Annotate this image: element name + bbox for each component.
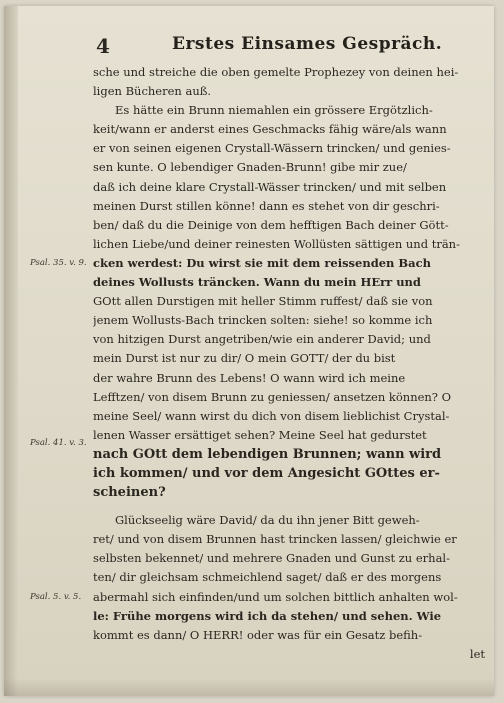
text-line: deines Wollusts träncken. Wann du mein HErr und: [93, 275, 421, 290]
text-line: selbsten bekennet/ und mehrere Gnaden und Gunst zu erhal-: [93, 551, 450, 566]
text-line: GOtt allen Durstigen mit heller Stimm ruffest/ daß sie von: [93, 294, 433, 309]
text-line: ligen Bücheren auß.: [93, 84, 212, 99]
text-line: keit/wann er anderst eines Geschmacks fähig wäre/als wann: [93, 122, 447, 137]
page-gutter: [4, 6, 18, 696]
text-line: let: [469, 646, 485, 661]
margin-note: Psal. 35. v. 9.: [30, 258, 87, 268]
text-line: mein Durst ist nur zu dir/ O mein GOTT/ der du bist: [93, 351, 396, 366]
text-line: le: Frühe morgens wird ich da stehen/ und sehen. Wie: [93, 608, 442, 623]
text-line: ret/ und von disem Brunnen hast trincken lassen/ gleichwie er: [93, 532, 457, 547]
page-number: 4: [96, 34, 110, 58]
text-line: Es hätte ein Brunn niemahlen ein grössere Ergötzlich-: [115, 103, 433, 118]
margin-note: Psal. 41. v. 3.: [30, 438, 87, 448]
text-line: meinen Durst stillen könne! dann es stehet von dir geschri-: [93, 198, 440, 213]
text-line: von hitzigen Durst angetriben/wie ein anderer David; und: [93, 332, 431, 347]
running-header: Erstes Einsames Gespräch.: [172, 34, 443, 54]
text-line: er von seinen eigenen Crystall-Wässern trincken/ und genies-: [93, 141, 451, 156]
text-line: meine Seel/ wann wirst du dich von disem lieblichist Crystal-: [93, 408, 450, 423]
text-line: lenen Wasser ersättiget sehen? Meine Seel hat gedurstet: [93, 427, 427, 442]
text-line: Glückseelig wäre David/ da du ihn jener Bitt geweh-: [115, 513, 420, 528]
text-line: nach GOtt dem lebendigen Brunnen; wann wird: [93, 446, 442, 462]
book-page: [4, 6, 494, 696]
text-line: sche und streiche die oben gemelte Prophezey von deinen hei-: [93, 65, 459, 79]
text-line: abermahl sich einfinden/und um solchen bittlich anhalten wol-: [93, 589, 458, 604]
text-line: jenem Wollusts-Bach trincken solten: siehe! so komme ich: [93, 313, 433, 328]
text-line: ich kommen/ und vor dem Angesicht GOttes er-: [93, 465, 440, 481]
text-line: lichen Liebe/und deiner reinesten Wollüsten sättigen und trän-: [93, 236, 460, 251]
text-line: ben/ daß du die Deinige von dem hefftigen Bach deiner Gött-: [93, 217, 449, 232]
text-body: [93, 63, 485, 664]
text-line: ten/ dir gleichsam schmeichlend saget/ daß er des morgens: [93, 570, 442, 585]
text-line: sen kunte. O lebendiger Gnaden-Brunn! gibe mir zue/: [93, 160, 407, 175]
text-line: kommt es dann/ O HERR! oder was für ein Gesatz befih-: [93, 627, 423, 642]
page-shadow: [4, 678, 494, 696]
text-line: Lefftzen/ von disem Brunn zu geniessen/ ansetzen können? O: [93, 389, 452, 404]
text-line: daß ich deine klare Crystall-Wässer trincken/ und mit selben: [93, 179, 447, 194]
text-line: cken werdest: Du wirst sie mit dem reissenden Bach: [93, 255, 431, 270]
text-line: der wahre Brunn des Lebens! O wann wird ich meine: [93, 370, 406, 385]
text-line: scheinen?: [93, 485, 166, 501]
margin-note: Psal. 5. v. 5.: [30, 592, 82, 602]
